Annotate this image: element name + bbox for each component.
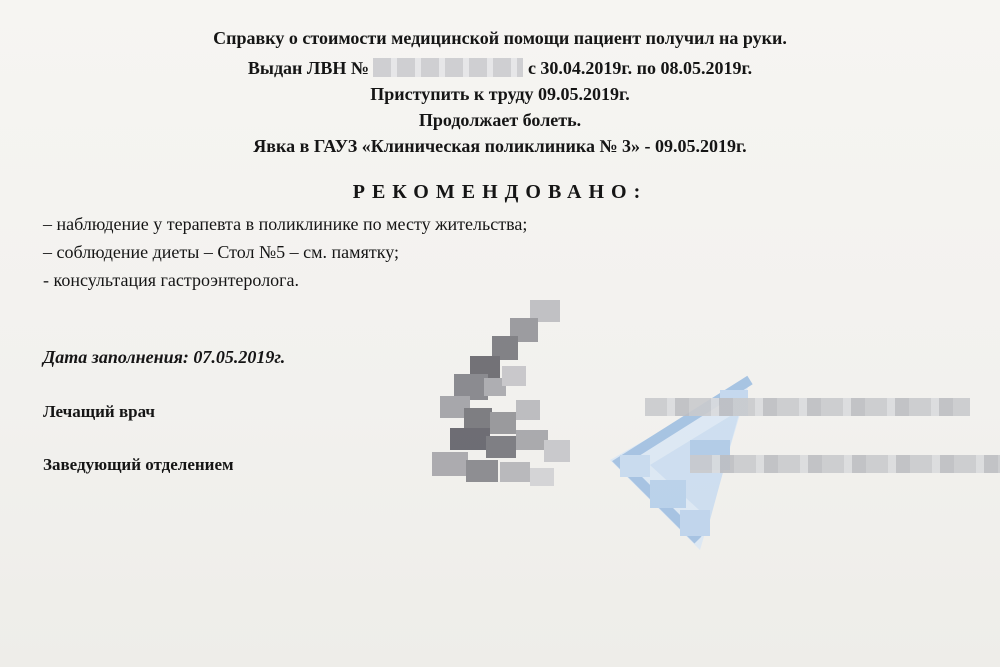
appointment-line: Явка в ГАУЗ «Клиническая поликлиника № 3» - 09.05.2019г. [253,136,747,156]
sick-leave-period: с 30.04.2019г. по 08.05.2019г. [527,58,753,78]
still-ill-line: Продолжает болеть. [418,110,582,130]
recommended-title: РЕКОМЕНДОВАНО: [352,181,648,203]
redacted-number [373,58,523,77]
redacted-signature [420,300,600,500]
return-to-work-line: Приступить к труду 09.05.2019г. [370,84,630,104]
redacted-head-name [690,455,1000,473]
cost-statement-line: Справку о стоимости медицинской помощи пациент получил на руки. [213,28,787,48]
recommendation-item: – соблюдение диеты – Стол №5 – см. памятку; [43,242,399,262]
sick-leave-line [0,58,1000,79]
recommendation-item: - консультация гастроэнтеролога. [43,270,300,290]
fill-date: Дата заполнения: 07.05.2019г. [43,347,286,367]
redacted-doctor-name [645,398,970,416]
recommendation-item: – наблюдение у терапевта в поликлинике по месту жительства; [43,214,528,234]
attending-doctor-label: Лечащий врач [43,402,155,421]
head-of-department-label: Заведующий отделением [43,455,234,474]
sick-leave-prefix: Выдан ЛВН № [247,58,369,78]
